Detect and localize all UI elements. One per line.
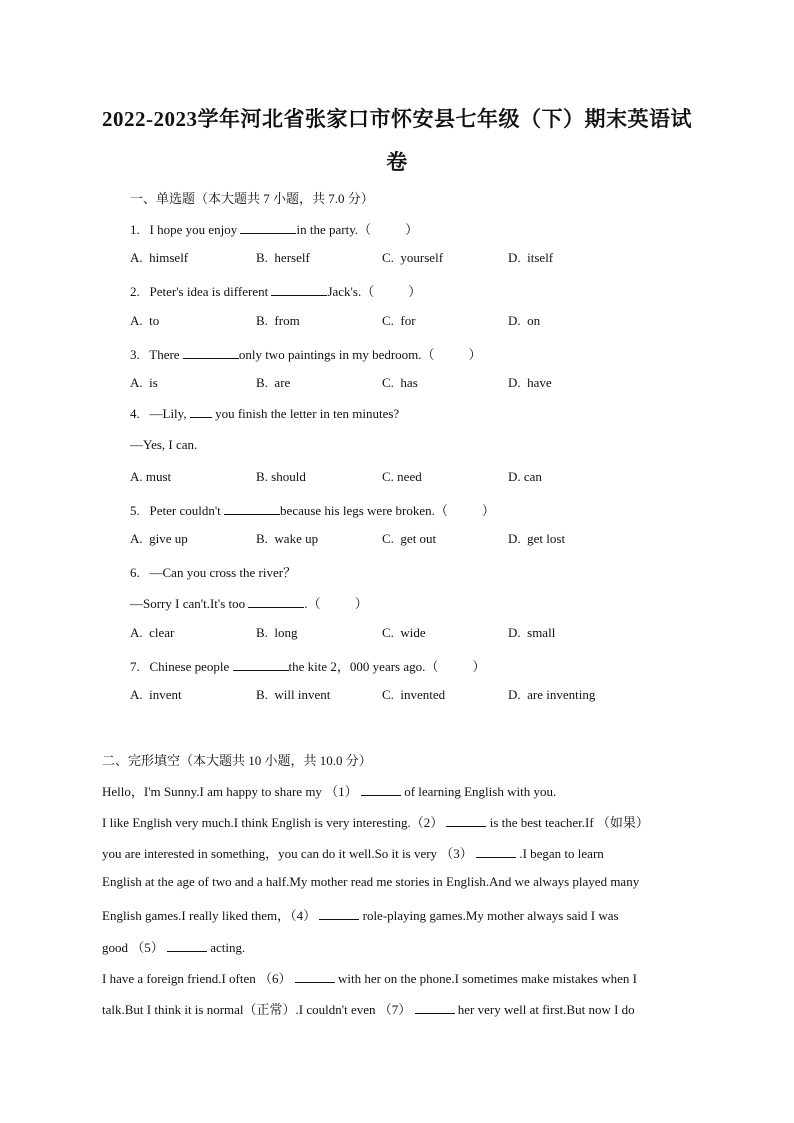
- question-6-reply: —Sorry I can't.It's too .（ ）: [130, 596, 368, 611]
- page-title: 2022-2023学年河北省张家口市怀安县七年级（下）期末英语试: [102, 107, 692, 131]
- option-b: B. will invent: [256, 687, 331, 702]
- answer-blank: [446, 815, 486, 827]
- option-a: A. must: [130, 469, 172, 484]
- option-a: A. is: [130, 375, 158, 390]
- answer-blank: [190, 406, 212, 418]
- option-b: B. from: [256, 313, 300, 328]
- answer-blank: [248, 596, 304, 608]
- cloze-line-6: good （5） acting.: [102, 940, 246, 955]
- answer-blank: [224, 503, 280, 515]
- option-b: B. wake up: [256, 531, 319, 546]
- option-d: D. on: [508, 313, 541, 328]
- option-d: D. small: [508, 625, 556, 640]
- answer-blank: [183, 347, 239, 359]
- option-b: B. long: [256, 625, 298, 640]
- option-d: D. have: [508, 375, 552, 390]
- option-c: C. need: [382, 469, 422, 484]
- cloze-line-8: talk.But I think it is normal（正常）.I couldn't even （7） her very well at first.But now I do: [102, 1002, 635, 1017]
- cloze-line-5: English games.I really liked them，（4） role-playing games.My mother always said I was: [102, 908, 619, 923]
- question-4: 4. —Lily, you finish the letter in ten minutes?: [130, 406, 400, 421]
- option-d: D. can: [508, 469, 542, 484]
- cloze-line-4: English at the age of two and a half.My mother read me stories in English.And we always played many: [102, 874, 640, 889]
- question-3: 3. There only two paintings in my bedroom.（ ）: [130, 347, 482, 362]
- option-a: A. himself: [130, 250, 189, 265]
- answer-blank: [271, 284, 327, 296]
- cloze-line-7: I have a foreign friend.I often （6） with her on the phone.I sometimes make mistakes when I: [102, 971, 637, 986]
- cloze-line-3: you are interested in something，you can do it well.So it is very （3） .I began to learn: [102, 846, 604, 861]
- question-7: 7. Chinese people the kite 2，000 years ago.（ ）: [130, 659, 486, 674]
- option-a: A. clear: [130, 625, 175, 640]
- answer-blank: [361, 784, 401, 796]
- option-b: B. are: [256, 375, 291, 390]
- option-b: B. herself: [256, 250, 310, 265]
- question-6: 6. —Can you cross the river？: [130, 565, 297, 580]
- question-2: 2. Peter's idea is different Jack's.（ ）: [130, 284, 422, 299]
- option-a: A. invent: [130, 687, 182, 702]
- cloze-line-2: I like English very much.I think English is very interesting.（2） is the best teacher.If （如果）: [102, 815, 649, 830]
- question-4-reply: —Yes, I can.: [130, 437, 198, 452]
- answer-blank: [295, 971, 335, 983]
- answer-blank: [476, 846, 516, 858]
- answer-blank: [233, 659, 289, 671]
- option-d: D. itself: [508, 250, 554, 265]
- answer-blank: [415, 1002, 455, 1014]
- option-b: B. should: [256, 469, 306, 484]
- option-c: C. invented: [382, 687, 446, 702]
- answer-blank: [319, 908, 359, 920]
- option-d: D. get lost: [508, 531, 566, 546]
- option-c: C. yourself: [382, 250, 444, 265]
- page-title-continued: 卷: [386, 150, 408, 174]
- question-1: 1. I hope you enjoy in the party.（ ）: [130, 222, 419, 237]
- option-c: C. wide: [382, 625, 426, 640]
- section2-heading: 二、完形填空（本大题共 10 小题，共 10.0 分）: [102, 753, 372, 768]
- cloze-line-1: Hello，I'm Sunny.I am happy to share my （1） of learning English with you.: [102, 784, 557, 799]
- option-c: C. has: [382, 375, 418, 390]
- question-5: 5. Peter couldn't because his legs were broken.（ ）: [130, 503, 495, 518]
- option-a: A. to: [130, 313, 160, 328]
- section1-heading: 一、单选题（本大题共 7 小题，共 7.0 分）: [130, 191, 374, 206]
- option-c: C. get out: [382, 531, 437, 546]
- answer-blank: [240, 222, 296, 234]
- option-c: C. for: [382, 313, 416, 328]
- option-d: D. are inventing: [508, 687, 596, 702]
- answer-blank: [167, 940, 207, 952]
- option-a: A. give up: [130, 531, 188, 546]
